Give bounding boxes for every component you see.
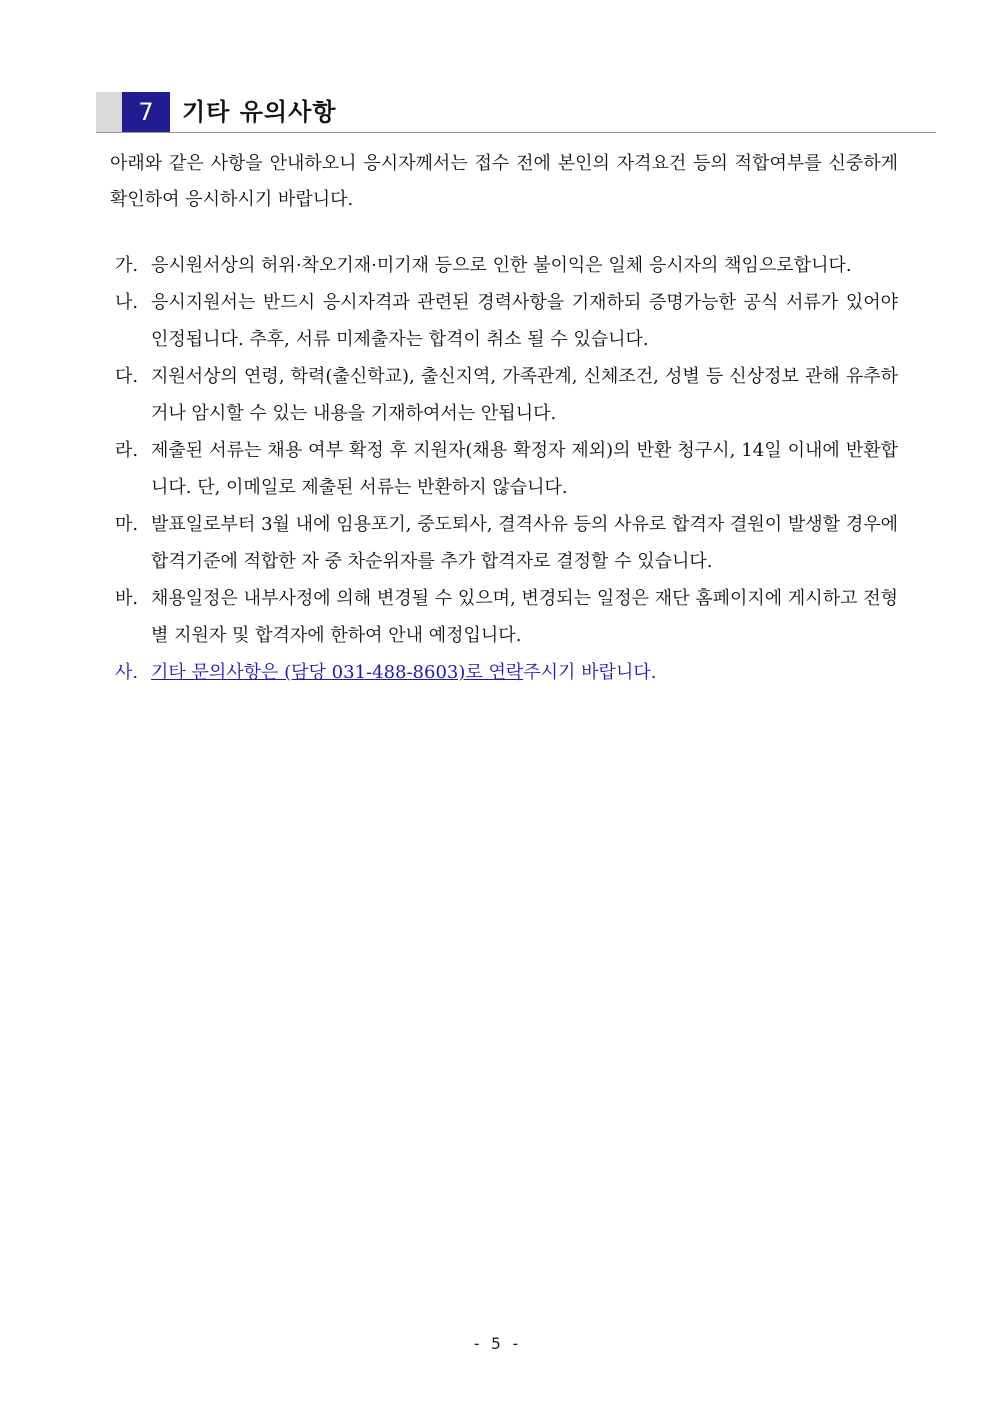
- item-marker: 라.: [115, 440, 139, 461]
- item-marker: 사.: [115, 662, 139, 683]
- item-text: 지원서상의 연령, 학력(출신학교), 출신지역, 가족관계, 신체조건, 성별 등 신상정보 관해 유추하거나 암시할 수 있는 내용을 기재하여서는 안됩니다.: [151, 366, 898, 424]
- notice-item-ba: [115, 580, 898, 654]
- page-number: - 5 -: [471, 1334, 521, 1353]
- item-marker: 바.: [115, 588, 139, 609]
- item-text: 제출된 서류는 채용 여부 확정 후 지원자(채용 확정자 제외)의 반환 청구시, 14일 이내에 반환합니다. 단, 이메일로 제출된 서류는 반환하지 않습니다.: [151, 440, 898, 498]
- item-text: 응시원서상의 허위·착오기재·미기재 등으로 인한 불이익은 일체 응시자의 책임으로합니다.: [151, 255, 852, 276]
- contact-underlined-text: 기타 문의사항은 (담당 031-488-8603)로 연락: [151, 662, 524, 683]
- notice-item-na: [115, 284, 898, 358]
- item-text: 발표일로부터 3월 내에 임용포기, 중도퇴사, 결격사유 등의 사유로 합격자 결원이 발생할 경우에 합격기준에 적합한 자 중 차순위자를 추가 합격자로 결정할 수 있습니다.: [151, 514, 898, 572]
- notice-list: [115, 247, 898, 691]
- section-header: [96, 92, 936, 133]
- header-gray-block: [96, 92, 122, 132]
- item-marker: 마.: [115, 514, 139, 535]
- section-number: 7: [122, 92, 170, 132]
- section-title: 기타 유의사항: [182, 98, 337, 126]
- notice-item-ra: [115, 432, 898, 506]
- item-marker: 나.: [115, 292, 139, 313]
- notice-item-da: [115, 358, 898, 432]
- contact-rest-text: 주시기 바랍니다.: [523, 662, 657, 683]
- notice-item-ma: [115, 506, 898, 580]
- notice-item-ga: [115, 247, 898, 284]
- contact-text: [151, 654, 898, 691]
- intro-paragraph: 아래와 같은 사항을 안내하오니 응시자께서는 접수 전에 본인의 자격요건 등의 적합여부를 신중하게 확인하여 응시하시기 바랍니다.: [110, 153, 898, 210]
- item-text: 응시지원서는 반드시 응시자격과 관련된 경력사항을 기재하되 증명가능한 공식 서류가 있어야 인정됩니다. 추후, 서류 미제출자는 합격이 취소 될 수 있습니다.: [151, 292, 898, 350]
- item-marker: 가.: [115, 255, 139, 276]
- notice-item-sa-contact: [115, 654, 898, 691]
- item-text: 채용일정은 내부사정에 의해 변경될 수 있으며, 변경되는 일정은 재단 홈페이지에 게시하고 전형별 지원자 및 합격자에 한하여 안내 예정입니다.: [151, 588, 898, 646]
- item-marker: 다.: [115, 366, 139, 387]
